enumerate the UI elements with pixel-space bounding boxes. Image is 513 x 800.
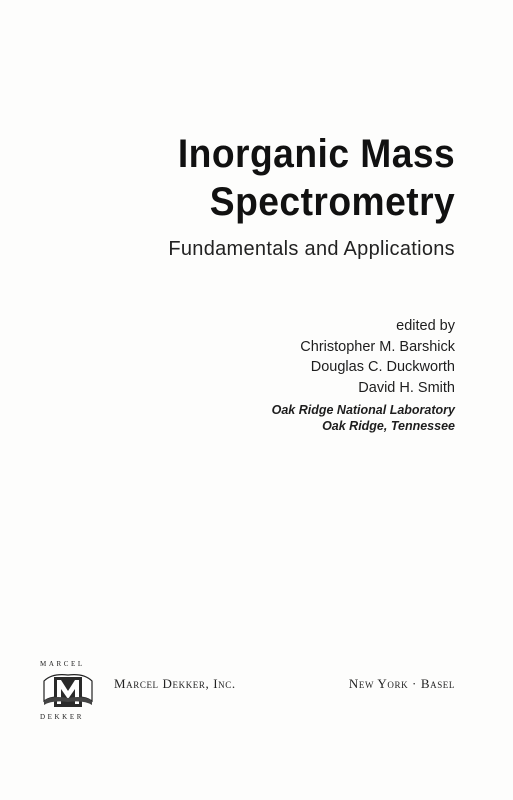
publisher-name: Marcel Dekker, Inc. <box>114 676 236 691</box>
logo-top-text: MARCEL <box>40 660 85 668</box>
editor-name: Douglas C. Duckworth <box>310 359 455 375</box>
book-title <box>157 130 455 226</box>
book-subtitle: Fundamentals and Applications <box>168 238 455 260</box>
editor-name: Christopher M. Barshick <box>300 338 455 355</box>
title-line-1: Inorganic Mass <box>177 132 455 176</box>
affiliation-institution: Oak Ridge National Laboratory <box>271 403 455 417</box>
publisher-logo <box>40 660 100 722</box>
title-line-2: Spectrometry <box>209 180 455 224</box>
affiliation-location: Oak Ridge, Tennessee <box>322 419 455 433</box>
marcel-dekker-logo-icon <box>42 671 94 711</box>
logo-bottom-text: DEKKER <box>40 713 84 721</box>
editor-name: David H. Smith <box>358 379 455 396</box>
affiliation-block <box>272 402 455 434</box>
editors-block <box>300 316 455 398</box>
edited-by-label: edited by <box>396 318 455 334</box>
publisher-places: New York · Basel <box>348 676 455 691</box>
